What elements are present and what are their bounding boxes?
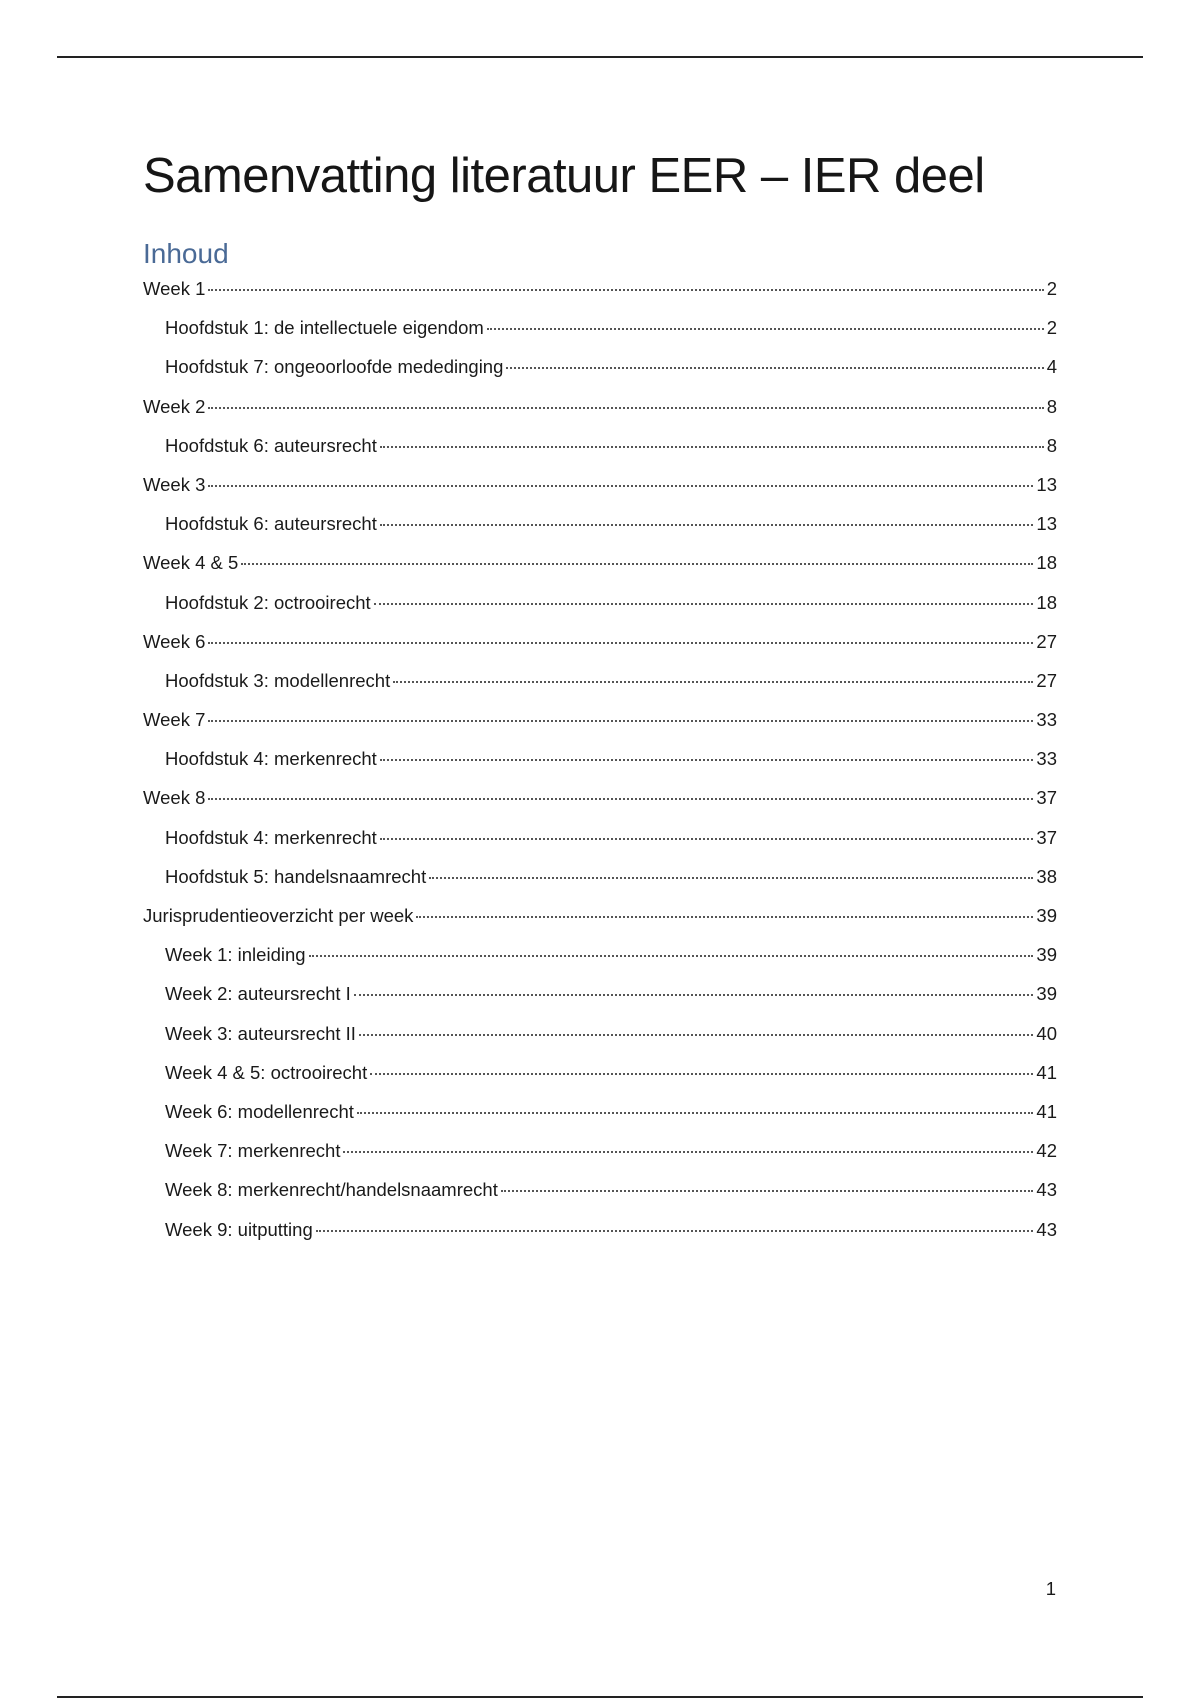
toc-entry-page: 37 (1036, 787, 1057, 809)
toc-entry[interactable] (143, 786, 1057, 809)
dot-leader (316, 1230, 1034, 1232)
toc-entry[interactable] (143, 1022, 1057, 1045)
toc-entry-page: 13 (1036, 513, 1057, 535)
toc-entry-title: Week 1 (143, 278, 206, 299)
dot-leader (208, 642, 1033, 644)
toc-entry[interactable] (143, 747, 1057, 770)
toc-entry-title: Week 3 (143, 473, 206, 495)
toc-entry-title: Week 7: merkenrecht (165, 1140, 341, 1162)
toc-entry-title: Hoofdstuk 4: merkenrecht (165, 826, 377, 848)
footer-rule (57, 1696, 1143, 1698)
document-title: Samenvatting literatuur EER – IER deel (143, 149, 985, 203)
toc-entry-title: Week 8: merkenrecht/handelsnaamrecht (165, 1179, 498, 1201)
toc-entry[interactable] (143, 630, 1057, 653)
dot-leader (416, 916, 1033, 918)
dot-leader (208, 720, 1033, 722)
toc-entry-title: Hoofdstuk 1: de intellectuele eigendom (165, 317, 484, 339)
toc-entry-page: 27 (1036, 630, 1057, 652)
toc-entry-title: Week 8 (143, 787, 206, 809)
toc-entry-title: Week 6 (143, 630, 206, 652)
toc-entry-title: Week 3: auteursrecht II (165, 1022, 356, 1044)
dot-leader (487, 328, 1044, 330)
toc-entry[interactable] (143, 1100, 1057, 1123)
toc-entry-page: 27 (1036, 669, 1057, 691)
toc-entry-page: 18 (1036, 591, 1057, 613)
toc-entry[interactable] (143, 434, 1057, 457)
dot-leader (380, 759, 1034, 761)
dot-leader (380, 838, 1034, 840)
toc-entry-title: Hoofdstuk 4: merkenrecht (165, 748, 377, 770)
toc-heading: Inhoud (143, 238, 229, 269)
dot-leader (343, 1151, 1033, 1153)
header-rule (57, 56, 1143, 58)
toc-entry[interactable] (143, 591, 1057, 614)
dot-leader (208, 407, 1043, 409)
toc-entry-title: Week 4 & 5: octrooirecht (165, 1061, 368, 1083)
toc-entry-title: Week 2: auteursrecht I (165, 983, 351, 1005)
toc-entry[interactable] (143, 826, 1057, 849)
toc-entry-page: 13 (1036, 473, 1057, 495)
dot-leader (208, 485, 1033, 487)
dot-leader (359, 1034, 1034, 1036)
toc-entry-page: 8 (1046, 395, 1057, 417)
toc-entry-page: 33 (1036, 748, 1057, 770)
toc-entry-title: Hoofdstuk 6: auteursrecht (165, 513, 377, 535)
toc-entry-page: 33 (1036, 709, 1057, 731)
dot-leader (380, 524, 1034, 526)
toc-entry[interactable] (143, 1139, 1057, 1162)
toc-entry[interactable] (143, 708, 1057, 731)
dot-leader (208, 289, 1043, 291)
toc-entry[interactable] (143, 1061, 1057, 1084)
toc-entry-page: 38 (1036, 865, 1057, 887)
dot-leader (208, 798, 1033, 800)
toc-entry[interactable] (143, 1218, 1057, 1241)
toc-entry[interactable] (143, 1178, 1057, 1201)
toc-entry[interactable] (143, 355, 1057, 378)
toc-entry[interactable] (143, 551, 1057, 574)
toc-entry-page: 2 (1046, 317, 1057, 339)
toc-entry-title: Hoofdstuk 6: auteursrecht (165, 434, 377, 456)
toc-entry[interactable] (143, 316, 1057, 339)
toc-entry-page: 2 (1046, 278, 1057, 299)
toc-entry-page: 39 (1036, 983, 1057, 1005)
toc-entry-title: Week 1: inleiding (165, 944, 306, 966)
toc-entry[interactable] (143, 669, 1057, 692)
dot-leader (370, 1073, 1033, 1075)
dot-leader (380, 446, 1044, 448)
toc-entry-title: Hoofdstuk 5: handelsnaamrecht (165, 865, 427, 887)
page-number: 1 (1045, 1578, 1056, 1599)
toc-entry-page: 37 (1036, 826, 1057, 848)
toc-entry-title: Hoofdstuk 7: ongeoorloofde mededinging (165, 356, 504, 378)
toc-entry[interactable] (143, 865, 1057, 888)
toc-entry-page: 39 (1036, 905, 1057, 926)
dot-leader (501, 1190, 1034, 1192)
toc-entry-title: Hoofdstuk 2: octrooirecht (165, 591, 371, 613)
toc-entry-title: Week 6: modellenrecht (165, 1100, 354, 1122)
toc-entry[interactable] (143, 473, 1057, 496)
toc-entry-title: Week 7 (143, 709, 206, 731)
toc-entry-page: 18 (1036, 552, 1057, 574)
table-of-contents (143, 277, 1057, 1257)
toc-entry-page: 43 (1036, 1218, 1057, 1240)
toc-entry-page: 8 (1046, 434, 1057, 456)
toc-entry-title: Jurisprudentieoverzicht per week (143, 905, 414, 926)
toc-entry-title: Week 2 (143, 395, 206, 417)
toc-entry[interactable] (143, 277, 1057, 300)
dot-leader (374, 603, 1034, 605)
toc-entry-page: 39 (1036, 944, 1057, 966)
toc-entry-page: 41 (1036, 1100, 1057, 1122)
toc-entry-title: Hoofdstuk 3: modellenrecht (165, 669, 391, 691)
toc-entry-page: 41 (1036, 1061, 1057, 1083)
toc-entry[interactable] (143, 904, 1057, 927)
toc-entry[interactable] (143, 512, 1057, 535)
toc-entry[interactable] (143, 395, 1057, 418)
dot-leader (393, 681, 1033, 683)
dot-leader (357, 1112, 1034, 1114)
toc-entry[interactable] (143, 982, 1057, 1005)
toc-entry-page: 43 (1036, 1179, 1057, 1201)
dot-leader (309, 955, 1034, 957)
toc-entry[interactable] (143, 943, 1057, 966)
toc-entry-page: 4 (1046, 356, 1057, 378)
toc-entry-title: Week 4 & 5 (143, 552, 239, 574)
dot-leader (241, 563, 1033, 565)
toc-entry-title: Week 9: uitputting (165, 1218, 313, 1240)
dot-leader (354, 994, 1034, 996)
dot-leader (506, 367, 1043, 369)
dot-leader (429, 877, 1033, 879)
toc-entry-page: 40 (1036, 1022, 1057, 1044)
toc-entry-page: 42 (1036, 1140, 1057, 1162)
